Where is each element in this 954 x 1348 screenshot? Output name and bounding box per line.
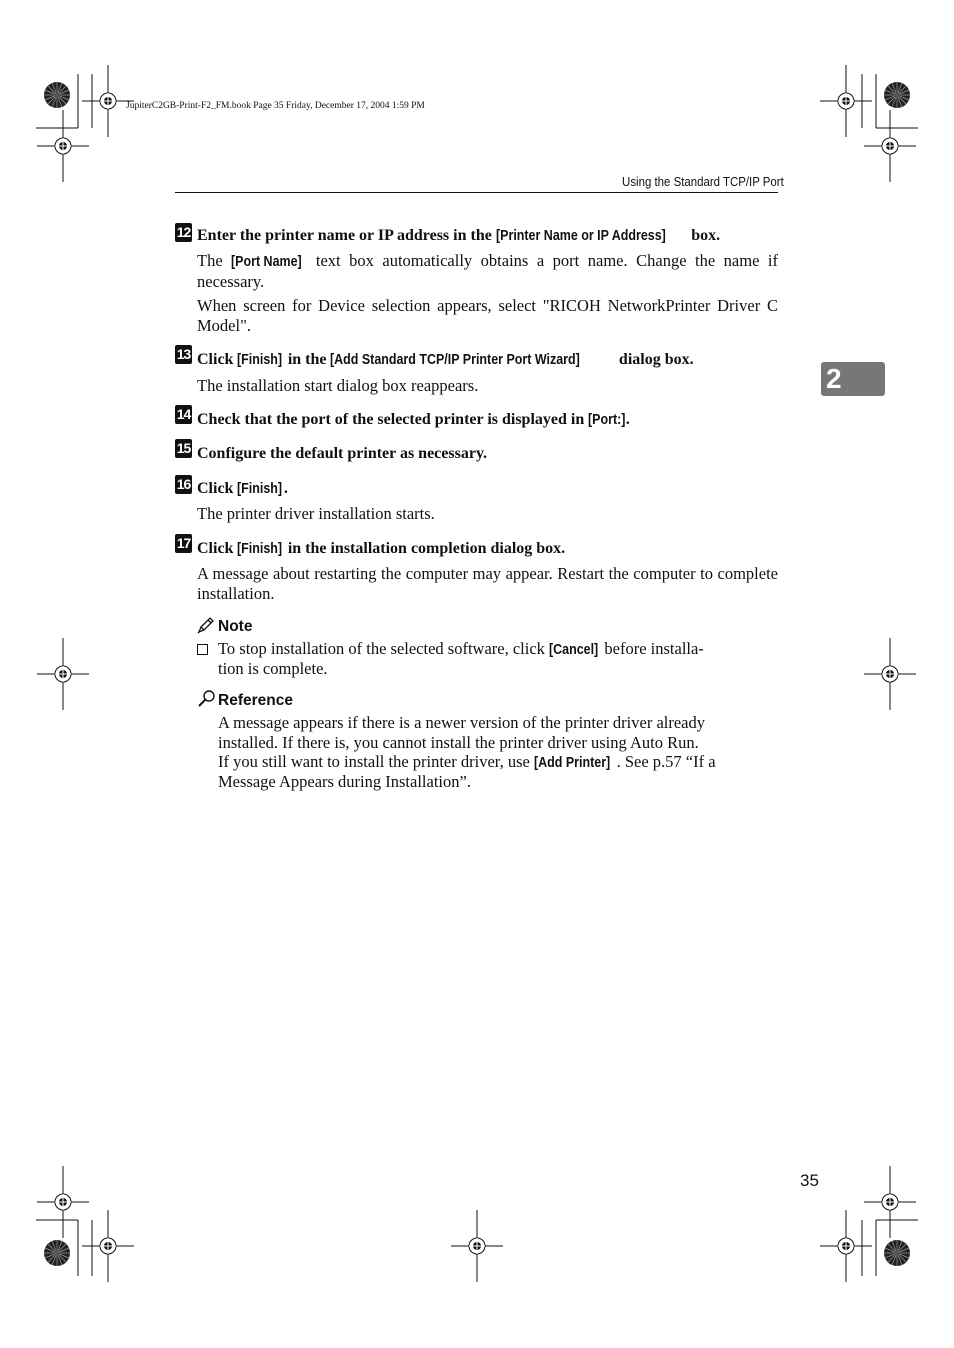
step-12-paragraph-2: When screen for Device selection appears, select "RICOH NetworkPrinter Driver C Model". [197,296,778,335]
step-16-title-end: . [283,480,288,497]
step-14-title-end: . [625,411,630,428]
crop-marks-bottom-right [820,1166,918,1282]
step-15-title: Configure the default printer as necessary. [197,445,488,462]
step-14-title [197,410,630,430]
step-17-paragraph-1: A message about restarting the computer may appear. Restart the computer to complete installation. [197,564,778,603]
crop-marks-top-right [820,65,918,182]
step-14-title-text: Check that the port of the selected printer is displayed in [197,411,589,428]
step-12-p1-text: The [197,251,232,270]
note-pencil-icon [197,616,215,634]
step-number-17: 17 [176,535,191,551]
reference-line-2: installed. If there is, you cannot install the printer driver using Auto Run. [218,733,699,752]
reference-line-4: Message Appears during Installation”. [218,772,471,791]
step-16-title-text: Click [197,480,238,497]
step-17-title [197,539,565,559]
step-13-title-text: Click [197,351,238,368]
page-number: 35 [800,1171,819,1190]
ui-label-printer-name-or-ip: [Printer Name or IP Address] [495,228,666,244]
header-rule [175,192,778,193]
running-head [600,174,784,189]
reference-magnifier-icon [197,689,217,709]
ui-label-port: [Port:] [588,412,626,428]
step-number-15: 15 [176,440,191,456]
note-item-line-2: tion is complete. [218,659,328,678]
note-item-line-1 [218,639,778,660]
step-number-13: 13 [176,346,191,362]
reference-line-3-text: If you still want to install the printer driver, use [218,752,534,771]
note-item-text-end: before installa- [600,639,704,658]
step-13-title-end: dialog box. [614,351,694,368]
ui-label-cancel: [Cancel] [549,642,599,658]
ui-label-finish: [Finish] [237,352,283,368]
step-13-title-mid: in the [283,351,331,368]
step-number-14: 14 [176,406,191,422]
step-16-title [197,479,288,499]
step-number-16: 16 [176,476,191,492]
chapter-number: 2 [826,363,842,394]
running-head-text: Using the Standard TCP/IP Port [622,174,784,189]
crop-marks-top-left [36,65,134,182]
chapter-tab [821,362,885,396]
ui-label-finish-3: [Finish] [237,541,283,557]
reference-line-3-end: . See p.57 “If a [616,752,716,771]
book-info-slug: JupiterC2GB-Print-F2_FM.book Page 35 Friday, December 17, 2004 1:59 PM [126,101,425,111]
ui-label-port-name: [Port Name] [231,254,302,270]
crop-marks-bottom-left [36,1166,134,1282]
ui-label-add-printer: [Add Printer] [533,755,611,771]
reference-heading: Reference [218,692,293,709]
step-number-12: 12 [176,224,191,240]
reference-line-3 [218,752,778,773]
reference-line-1: A message appears if there is a newer version of the printer driver already [218,713,706,732]
step-12-title [197,226,720,246]
step-12-p1-end: text box automatically obtains a port name. Change the name if necessary. [197,251,778,291]
step-12-title-text: Enter the printer name or IP address in the [197,227,496,244]
step-16-paragraph-1: The printer driver installation starts. [197,504,435,523]
step-12-title-end: box. [687,227,721,244]
checkbox-bullet-icon [197,644,208,655]
ui-label-add-port-wizard: [Add Standard TCP/IP Printer Port Wizard] [330,352,581,368]
step-17-title-end: in the installation completion dialog box. [283,540,566,557]
ui-label-finish-2: [Finish] [237,481,283,497]
step-13-title [197,350,694,370]
note-heading: Note [218,618,253,635]
note-item-text: To stop installation of the selected software, click [218,639,550,658]
step-17-title-text: Click [197,540,238,557]
step-13-paragraph-1: The installation start dialog box reappears. [197,376,479,395]
step-12-paragraph-1 [197,251,778,292]
